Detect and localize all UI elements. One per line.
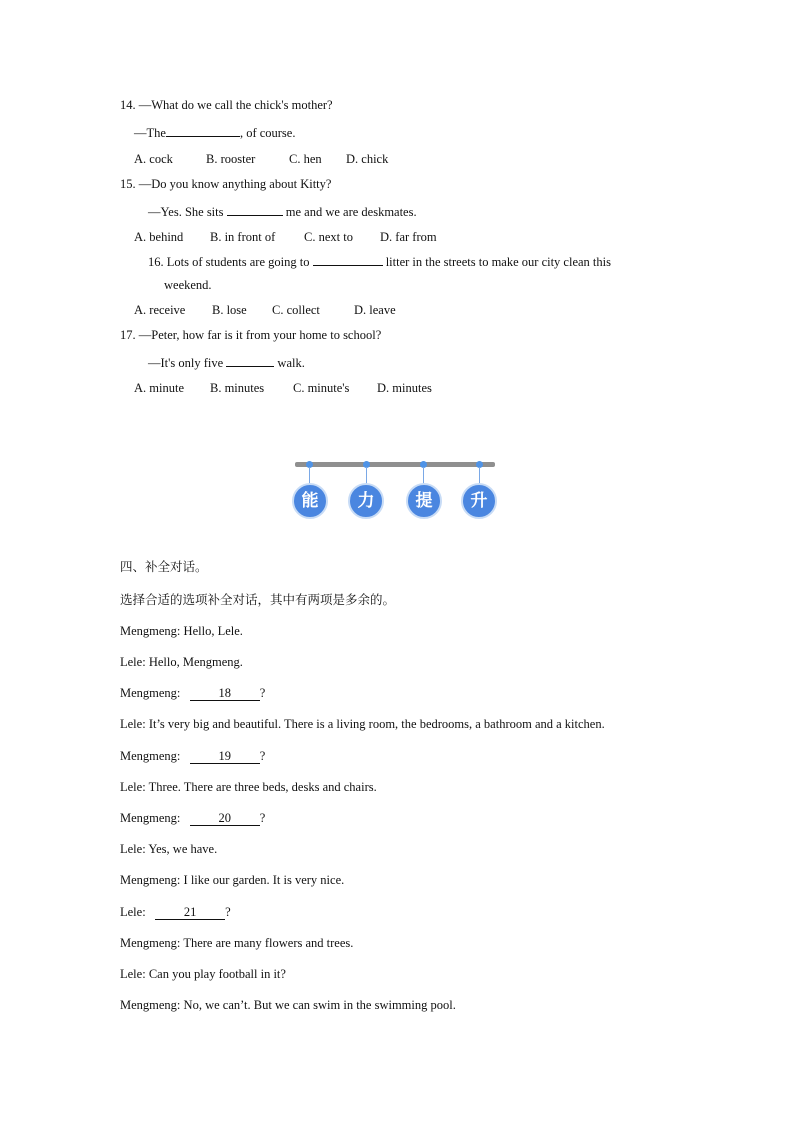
- q14-question: 14. —What do we call the chick's mother?: [120, 98, 333, 112]
- dialogue-line: [120, 716, 605, 732]
- dialogue-speaker: Mengmeng:: [120, 873, 181, 887]
- dialogue-speaker: Lele:: [120, 967, 146, 981]
- blank-tail: ?: [259, 749, 266, 763]
- q15-answer-post: me and we are deskmates.: [285, 205, 417, 219]
- q15-blank[interactable]: [227, 203, 283, 216]
- dialogue-speaker: Mengmeng:: [120, 686, 181, 700]
- blank-tail: ?: [225, 905, 231, 919]
- q16-option-c[interactable]: C. collect: [272, 303, 320, 317]
- q14-answer-line: [134, 124, 295, 141]
- q17-answer-post: walk.: [277, 356, 305, 370]
- q14-option-c[interactable]: C. hen: [289, 152, 322, 166]
- dialogue-text: It’s very big and beautiful. There is a living room, the bedrooms, a bathroom and a kitchen.: [148, 717, 605, 731]
- dialogue-text: Hello, Lele.: [183, 624, 243, 638]
- q15-option-c[interactable]: C. next to: [304, 230, 353, 244]
- dialogue-text: Hello, Mengmeng.: [148, 655, 243, 669]
- banner-char-4: 升: [461, 483, 497, 519]
- dialogue-line: [120, 966, 286, 982]
- q16-question-pre: 16. Lots of students are going to: [148, 255, 310, 269]
- q14-answer-post: , of course.: [239, 126, 296, 140]
- q15-option-b[interactable]: B. in front of: [210, 230, 276, 244]
- dialogue-line: [120, 779, 377, 795]
- q16-blank[interactable]: [313, 253, 383, 266]
- q16-option-d[interactable]: D. leave: [354, 303, 396, 317]
- q17-option-d[interactable]: D. minutes: [377, 381, 432, 395]
- dialogue-line: [120, 623, 243, 639]
- blank-19[interactable]: 19: [190, 749, 260, 764]
- dialogue-line: [120, 997, 456, 1013]
- q14-answer-pre: —The: [134, 126, 166, 140]
- dialogue-speaker: Mengmeng:: [120, 811, 181, 825]
- dialogue-line: [120, 748, 265, 764]
- q14-blank[interactable]: [166, 124, 240, 137]
- dialogue-line: [120, 654, 243, 670]
- dialogue-text: Can you play football in it?: [148, 967, 286, 981]
- dialogue-text: I like our garden. It is very nice.: [183, 873, 345, 887]
- dialogue-line: [120, 935, 353, 951]
- dialogue-speaker: Lele:: [120, 780, 146, 794]
- dialogue-speaker: Lele:: [120, 717, 146, 731]
- blank-tail: ?: [259, 811, 266, 825]
- blank-18[interactable]: 18: [190, 686, 260, 701]
- banner-char-2: 力: [348, 483, 384, 519]
- dialogue-text: No, we can’t. But we can swim in the swimming pool.: [183, 998, 456, 1012]
- ability-banner: [290, 456, 502, 520]
- dialogue-line: [120, 872, 344, 888]
- q17-answer-pre: —It's only five: [148, 356, 224, 370]
- q14-option-d[interactable]: D. chick: [346, 152, 389, 166]
- dialogue-line: [120, 810, 265, 826]
- q17-option-b[interactable]: B. minutes: [210, 381, 265, 395]
- q17-blank[interactable]: [226, 354, 274, 367]
- banner-char-3: 提: [406, 483, 442, 519]
- section-instruction: 选择合适的选项补全对话，其中有两项是多余的。: [120, 592, 396, 607]
- q17-option-a[interactable]: A. minute: [134, 381, 184, 395]
- q17-answer-line: [148, 354, 305, 371]
- q15-answer-pre: —Yes. She sits: [148, 205, 224, 219]
- q16-options: [134, 302, 396, 318]
- section-heading: 四、补全对话。: [120, 559, 208, 574]
- q16-option-a[interactable]: A. receive: [134, 303, 186, 317]
- q17-question: 17. —Peter, how far is it from your home to school?: [120, 328, 382, 342]
- dialogue-speaker: Lele:: [120, 905, 146, 919]
- dialogue-text: Yes, we have.: [148, 842, 218, 856]
- q14-option-a[interactable]: A. cock: [134, 152, 173, 166]
- dialogue-line: [120, 685, 265, 701]
- q15-question: 15. —Do you know anything about Kitty?: [120, 177, 332, 191]
- q14-option-b[interactable]: B. rooster: [206, 152, 256, 166]
- q17-options: [134, 380, 432, 396]
- dialogue-speaker: Mengmeng:: [120, 998, 181, 1012]
- blank-tail: ?: [259, 686, 266, 700]
- banner-bar: [295, 462, 495, 467]
- dialogue-text: There are many flowers and trees.: [183, 936, 354, 950]
- q15-answer-line: [148, 203, 417, 220]
- q16-question-line2: weekend.: [164, 278, 212, 292]
- dialogue-text: Three. There are three beds, desks and chairs.: [148, 780, 377, 794]
- dialogue-line: [120, 841, 217, 857]
- dialogue-line: [120, 904, 231, 920]
- q15-options: [134, 229, 437, 245]
- q15-option-d[interactable]: D. far from: [380, 230, 437, 244]
- banner-char-1: 能: [292, 483, 328, 519]
- q15-option-a[interactable]: A. behind: [134, 230, 184, 244]
- blank-20[interactable]: 20: [190, 811, 260, 826]
- q14-options: [134, 151, 388, 167]
- blank-21[interactable]: 21: [155, 905, 225, 920]
- q16-option-b[interactable]: B. lose: [212, 303, 247, 317]
- dialogue-speaker: Mengmeng:: [120, 624, 181, 638]
- dialogue-speaker: Lele:: [120, 842, 146, 856]
- q16-question-post: litter in the streets to make our city clean this: [385, 255, 611, 269]
- q16-question-line1: [148, 253, 611, 270]
- dialogue-speaker: Mengmeng:: [120, 936, 181, 950]
- dialogue-speaker: Lele:: [120, 655, 146, 669]
- q17-option-c[interactable]: C. minute's: [293, 381, 350, 395]
- dialogue-speaker: Mengmeng:: [120, 749, 181, 763]
